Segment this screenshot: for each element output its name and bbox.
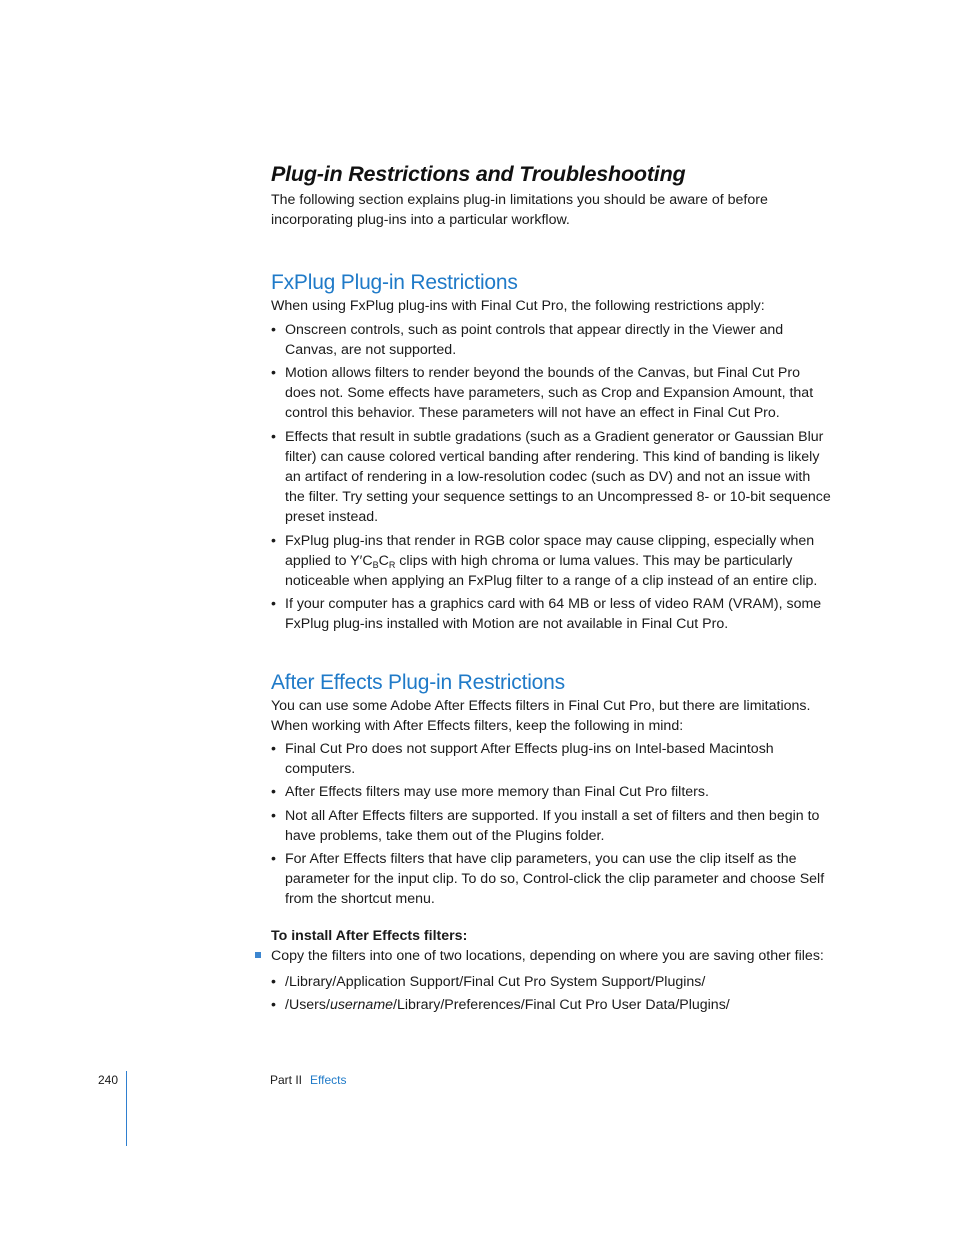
footer-part-label: Part II — [270, 1073, 303, 1087]
bullet-text: clips with high chroma or luma values. This may be particularly noticeable when applying an FxPlug filter to a range of a clip instead of an entire clip. — [285, 552, 818, 590]
bullet-text-c: C — [378, 552, 389, 569]
task-heading: To install After Effects filters: — [271, 927, 468, 944]
page-content — [271, 160, 831, 1015]
after-effects-bullet-list — [271, 739, 831, 910]
path-list — [271, 972, 831, 1015]
subscript-b: B — [372, 559, 379, 570]
path-prefix: /Users/ — [285, 996, 330, 1013]
footer-section-link[interactable]: Effects — [310, 1073, 347, 1087]
step-square-icon — [255, 952, 261, 958]
step-text: Copy the filters into one of two locations, depending on where you are saving other files: — [271, 947, 824, 964]
list-item: • If your computer has a graphics card with 64 MB or less of video RAM (VRAM), some FxPlug plug-ins installed with Motion are not available in Final Cut Pro. — [271, 594, 831, 634]
path-italic: username — [329, 996, 394, 1013]
after-effects-intro: You can use some Adobe After Effects filters in Final Cut Pro, but there are limitations. When working with After Effects filters, keep the following in mind: — [271, 697, 811, 734]
fxplug-intro: When using FxPlug plug-ins with Final Cut Pro, the following restrictions apply: — [271, 298, 765, 315]
list-item: • For After Effects filters that have clip parameters, you can use the clip itself as the parameter for the input clip. To do so, Control-click the clip parameter and choose Self from the shortcut menu. — [271, 849, 831, 910]
step-item — [271, 946, 831, 966]
fxplug-bullet-list — [271, 320, 831, 635]
list-item: • Effects that result in subtle gradations (such as a Gradient generator or Gaussian Blur filter) can cause colored vertical banding after rendering. This kind of banding is likely an artifact of rendering in a low-resolution codec (such as DV) and not an issue with the filter. Try setting your sequence settings to an Uncompressed 8- or 10-bit sequence preset instead. — [271, 427, 831, 528]
list-item — [271, 531, 831, 592]
page-number: 240 — [98, 1073, 119, 1087]
list-item: • Not all After Effects filters are supported. If you install a set of filters and then begin to have problems, take them out of the Plugins folder. — [271, 806, 831, 846]
list-item: • Final Cut Pro does not support After Effects plug-ins on Intel-based Macintosh computers. — [271, 739, 831, 779]
after-effects-heading: After Effects Plug-in Restrictions — [271, 670, 565, 694]
list-item: • After Effects filters may use more memory than Final Cut Pro filters. — [271, 782, 831, 802]
page-title: Plug-in Restrictions and Troubleshooting — [271, 162, 686, 186]
list-item — [271, 995, 831, 1015]
list-item: • /Library/Application Support/Final Cut Pro System Support/Plugins/ — [271, 972, 831, 992]
subscript-r: R — [388, 559, 396, 570]
intro-paragraph: The following section explains plug-in limitations you should be aware of before incorporating plug-ins into a particular workflow. — [271, 192, 768, 229]
path-suffix: /Library/Preferences/Final Cut Pro User Data/Plugins/ — [393, 996, 730, 1013]
fxplug-heading: FxPlug Plug-in Restrictions — [271, 271, 518, 295]
footer-part — [270, 1072, 346, 1088]
list-item: • Motion allows filters to render beyond the bounds of the Canvas, but Final Cut Pro does not. Some effects have parameters, such as Crop and Expansion Amount, that control this behavior. These parameters will not have an effect in Final Cut Pro. — [271, 363, 831, 424]
footer-divider — [126, 1071, 127, 1146]
bullet-text: FxPlug plug-ins that render in RGB color space may cause clipping, especially when applied to Y′C — [285, 532, 815, 569]
list-item: • Onscreen controls, such as point controls that appear directly in the Viewer and Canvas, are not supported. — [271, 320, 831, 360]
